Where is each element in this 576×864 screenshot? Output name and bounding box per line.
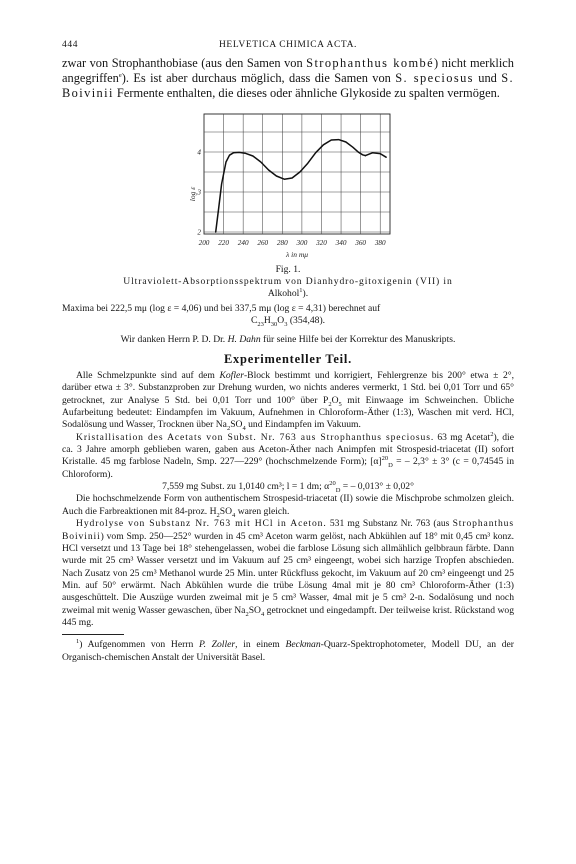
y-tick-label: 2 bbox=[197, 228, 201, 237]
spectrum-series-line bbox=[366, 152, 387, 156]
y-tick-label: 4 bbox=[197, 148, 201, 157]
intro-text-2: ) nicht merklich angegriffen bbox=[62, 56, 514, 86]
formula-mass: (354,48). bbox=[287, 315, 326, 327]
x-tick-label: 200 bbox=[198, 238, 210, 247]
p1-text-f: und Eindampfen im Vakuum. bbox=[245, 419, 361, 431]
acknowledgement bbox=[62, 334, 514, 346]
footnote-text-c: -Quarz-Spektrophotometer, Modell DU, an der Organisch-chemischen Anstalt der Universität Basel. bbox=[62, 639, 514, 663]
x-tick-label: 380 bbox=[374, 238, 386, 247]
figure-label: Fig. 1. bbox=[275, 263, 301, 275]
p4-na-sub: 2 bbox=[245, 610, 249, 618]
rotation-measurement bbox=[62, 481, 514, 493]
x-tick-label: 340 bbox=[335, 238, 347, 247]
thanks-text-2: für seine Hilfe bei der Korrektur des Manuskripts. bbox=[260, 333, 456, 345]
footnote-brand: Beckman bbox=[285, 639, 321, 651]
p3-h-sub: 2 bbox=[216, 511, 220, 519]
p3-text-a: Die hochschmelzende Form von authentischem Strospesid-triacetat (II) sowie die Mischprobe schmolzen gleich. Auch die Farbreaktionen mit 84-proz. H bbox=[62, 493, 514, 517]
p2-title: Kristallisation des Acetats von Subst. Nr. 763 aus Strophanthus speciosus. bbox=[76, 431, 435, 443]
footnote-text-a: ) Aufgenommen von Herrn bbox=[79, 639, 199, 651]
p1-p-sub: 2 bbox=[328, 400, 332, 408]
footnote-ref-e: e bbox=[118, 72, 122, 80]
intro-text-1: zwar von Strophanthobiase (aus den Samen von bbox=[62, 56, 307, 70]
p1-kofler: Kofler bbox=[219, 370, 244, 382]
p4-text-a: 531 mg Substanz Nr. 763 (aus bbox=[326, 518, 453, 530]
p1-text-e: SO bbox=[230, 419, 243, 431]
section-title: Experimenteller Teil. bbox=[223, 352, 353, 367]
molecular-formula bbox=[62, 315, 514, 327]
y-tick-label: 3 bbox=[197, 188, 201, 197]
paragraph-mixed-melting bbox=[62, 493, 514, 518]
experimental-body bbox=[62, 370, 514, 664]
formula-o-count: 3 bbox=[284, 321, 288, 329]
species-boivinii: S. Boivinii bbox=[62, 71, 515, 101]
x-tick-label: 260 bbox=[257, 238, 269, 247]
caption-line-1: Ultraviolett-Absorptionsspektrum von Dianhydro-gitoxigenin (VII) in bbox=[123, 276, 453, 288]
p3-text-c: waren gleich. bbox=[235, 505, 290, 517]
footnote-rule bbox=[62, 634, 124, 635]
caption-line-2: Alkohol bbox=[267, 288, 300, 300]
y-axis-label: log ε bbox=[188, 186, 197, 201]
p2-text-c: = – 2,3° ± 3° (c = 0,74545 in Chloroform). bbox=[62, 456, 515, 480]
p1-so-sub: 4 bbox=[242, 425, 246, 433]
footnote bbox=[62, 639, 514, 664]
p2-alpha-sup: 20 bbox=[381, 455, 389, 463]
p4-text-b: ) vom Smp. 250—252° wurden in 45 cm³ Aceton warm gelöst, nach Abkühlen auf 18° mit 0,45 cm³ konz. HCl versetzt und 13 Tage bei 18° stehengelassen, wobei die farblose Lösung sich allmählich gelbbraun färbte. Dann wurde mit 25 cm³ Wasser versetzt und im Vakuum auf 25 cm³ eingeengt, wobei sich harzige Tropfen abschieden. Nach Zusatz von 25 cm³ Methanol wurde 25 Min. unter Rückfluss gekocht, im Vakuum auf 20 cm³ eingeengt und 25 Min. auf 50° erwärmt. Nach Abkühlen wurde die trübe Lösung 4mal mit je 80 cm³ Chloroform-Äther (1:3) ausgeschüttelt. Die Auszüge wurden zweimal mit je 5 cm³ Wasser, 4mal mit je 5 cm³ 2-n. Sodalösung und noch zweimal mit wenig Wasser gewaschen, über Na bbox=[62, 530, 514, 616]
running-header bbox=[62, 40, 514, 56]
spectrum-series-line bbox=[216, 139, 366, 231]
page-number: 444 bbox=[62, 40, 79, 50]
x-tick-label: 360 bbox=[355, 238, 367, 247]
rotation-text-b: = – 0,013° ± 0,02° bbox=[340, 481, 414, 493]
intro-text-3: ). Es ist aber durchaus möglich, dass die Samen von bbox=[121, 71, 396, 86]
x-tick-label: 280 bbox=[276, 238, 288, 247]
p2-text-b: ), die ca. 3 Jahre amorph geblieben waren, gaben aus Aceton-Äther nach Animpfen mit Strospesid-triacetat (II) sofort Kristalle. 45 mg farblose Nadeln, Smp. 227—229° (hochschmelzende Form); [α] bbox=[62, 431, 514, 468]
x-tick-label: 320 bbox=[316, 238, 327, 247]
p4-text-c: SO bbox=[248, 604, 261, 616]
rotation-text-a: 7,559 mg Subst. zu 1,0140 cm³; l = 1 dm; α bbox=[162, 481, 330, 493]
footnote-number: 1 bbox=[76, 638, 80, 646]
intro-text-5: Fermente enthalten, die dieses oder ähnliche Glykoside zu spalten vermögen. bbox=[113, 86, 500, 101]
formula-o: O bbox=[277, 315, 285, 327]
x-tick-label: 300 bbox=[296, 238, 308, 247]
p2-alpha-sub: D bbox=[388, 462, 393, 470]
p4-species: Strophanthus Boivinii bbox=[62, 518, 514, 542]
rotation-sup: 20 bbox=[329, 479, 336, 487]
species-strophanthus-kombe: Strophanthus kombé bbox=[306, 56, 435, 70]
p4-text-d: getrocknet und eingedampft. Der teilweise krist. Rückstand wog 445 mg. bbox=[62, 604, 515, 628]
p4-so-sub: 4 bbox=[260, 610, 265, 618]
p1-text-b: -Block bestimmt und korrigiert, Fehlergrenze bis 200° etwa ± 2°, darüber etwa ± 3°. Substanzproben zur Drehung wurden, wo nichts anderes vermerkt, 1 Std. bei 0,01 Torr und 65° getrocknet, zur Analyse 5 Std. bei 0,01 Torr und 100° über P bbox=[62, 370, 514, 406]
uv-spectrum-figure bbox=[62, 106, 514, 262]
species-speciosus: S. speciosus bbox=[395, 71, 474, 86]
p2-text-a: 63 mg Acetat bbox=[434, 431, 491, 443]
p3-text-b: SO bbox=[219, 505, 233, 517]
journal-title: HELVETICA CHIMICA ACTA. bbox=[218, 40, 358, 50]
p1-text-c: O bbox=[331, 394, 339, 406]
rotation-sub: D bbox=[335, 487, 341, 495]
p1-na-sub: 2 bbox=[226, 425, 231, 433]
p1-text-a: Alle Schmelzpunkte sind auf dem bbox=[76, 370, 220, 382]
footnote-text-b: , in einem bbox=[235, 639, 286, 651]
footnote-name: P. Zoller bbox=[198, 639, 236, 651]
p1-text-d: mit Einwaage im Schweinchen. Übliche Aufarbeitung bedeutet: Eindampfen im Vakuum, Aufnehmen in Chloroform-Äther (1:3), Waschen mit verd. HCl, Sodalösung und Wasser, Trocknen über Na bbox=[62, 394, 515, 431]
formula-h-count: 30 bbox=[270, 321, 278, 329]
paragraph-hydrolysis bbox=[62, 518, 514, 629]
x-axis-label: λ in mμ bbox=[285, 249, 309, 259]
p3-so-sub: 4 bbox=[232, 511, 236, 519]
figure-caption bbox=[62, 264, 514, 301]
paragraph-melting-points bbox=[62, 370, 514, 432]
p1-o-sub: 5 bbox=[338, 400, 342, 408]
caption-end: ). bbox=[302, 288, 309, 300]
p4-title: Hydrolyse von Substanz Nr. 763 mit HCl in Aceton. bbox=[76, 518, 327, 530]
intro-text-4: und bbox=[473, 71, 502, 86]
uv-spectrum-chart bbox=[62, 106, 514, 262]
journal-page bbox=[62, 40, 514, 664]
p2-footnote-ref: 2 bbox=[490, 430, 494, 438]
thanks-name: H. Dahn bbox=[227, 333, 261, 345]
x-tick-label: 240 bbox=[237, 238, 249, 247]
formula-c: C bbox=[250, 315, 258, 327]
maxima-text: Maxima bei 222,5 mμ (log ε = 4,06) und bei 337,5 mμ (log ε = 4,31) berechnet auf bbox=[62, 302, 381, 314]
intro-paragraph bbox=[62, 56, 514, 102]
x-tick-label: 220 bbox=[218, 238, 229, 247]
paragraph-crystallisation bbox=[62, 432, 514, 481]
formula-h: H bbox=[263, 315, 271, 327]
caption-footnote-ref: 1 bbox=[299, 287, 303, 295]
thanks-text-1: Wir danken Herrn P. D. Dr. bbox=[120, 333, 228, 345]
formula-c-count: 23 bbox=[257, 321, 264, 329]
